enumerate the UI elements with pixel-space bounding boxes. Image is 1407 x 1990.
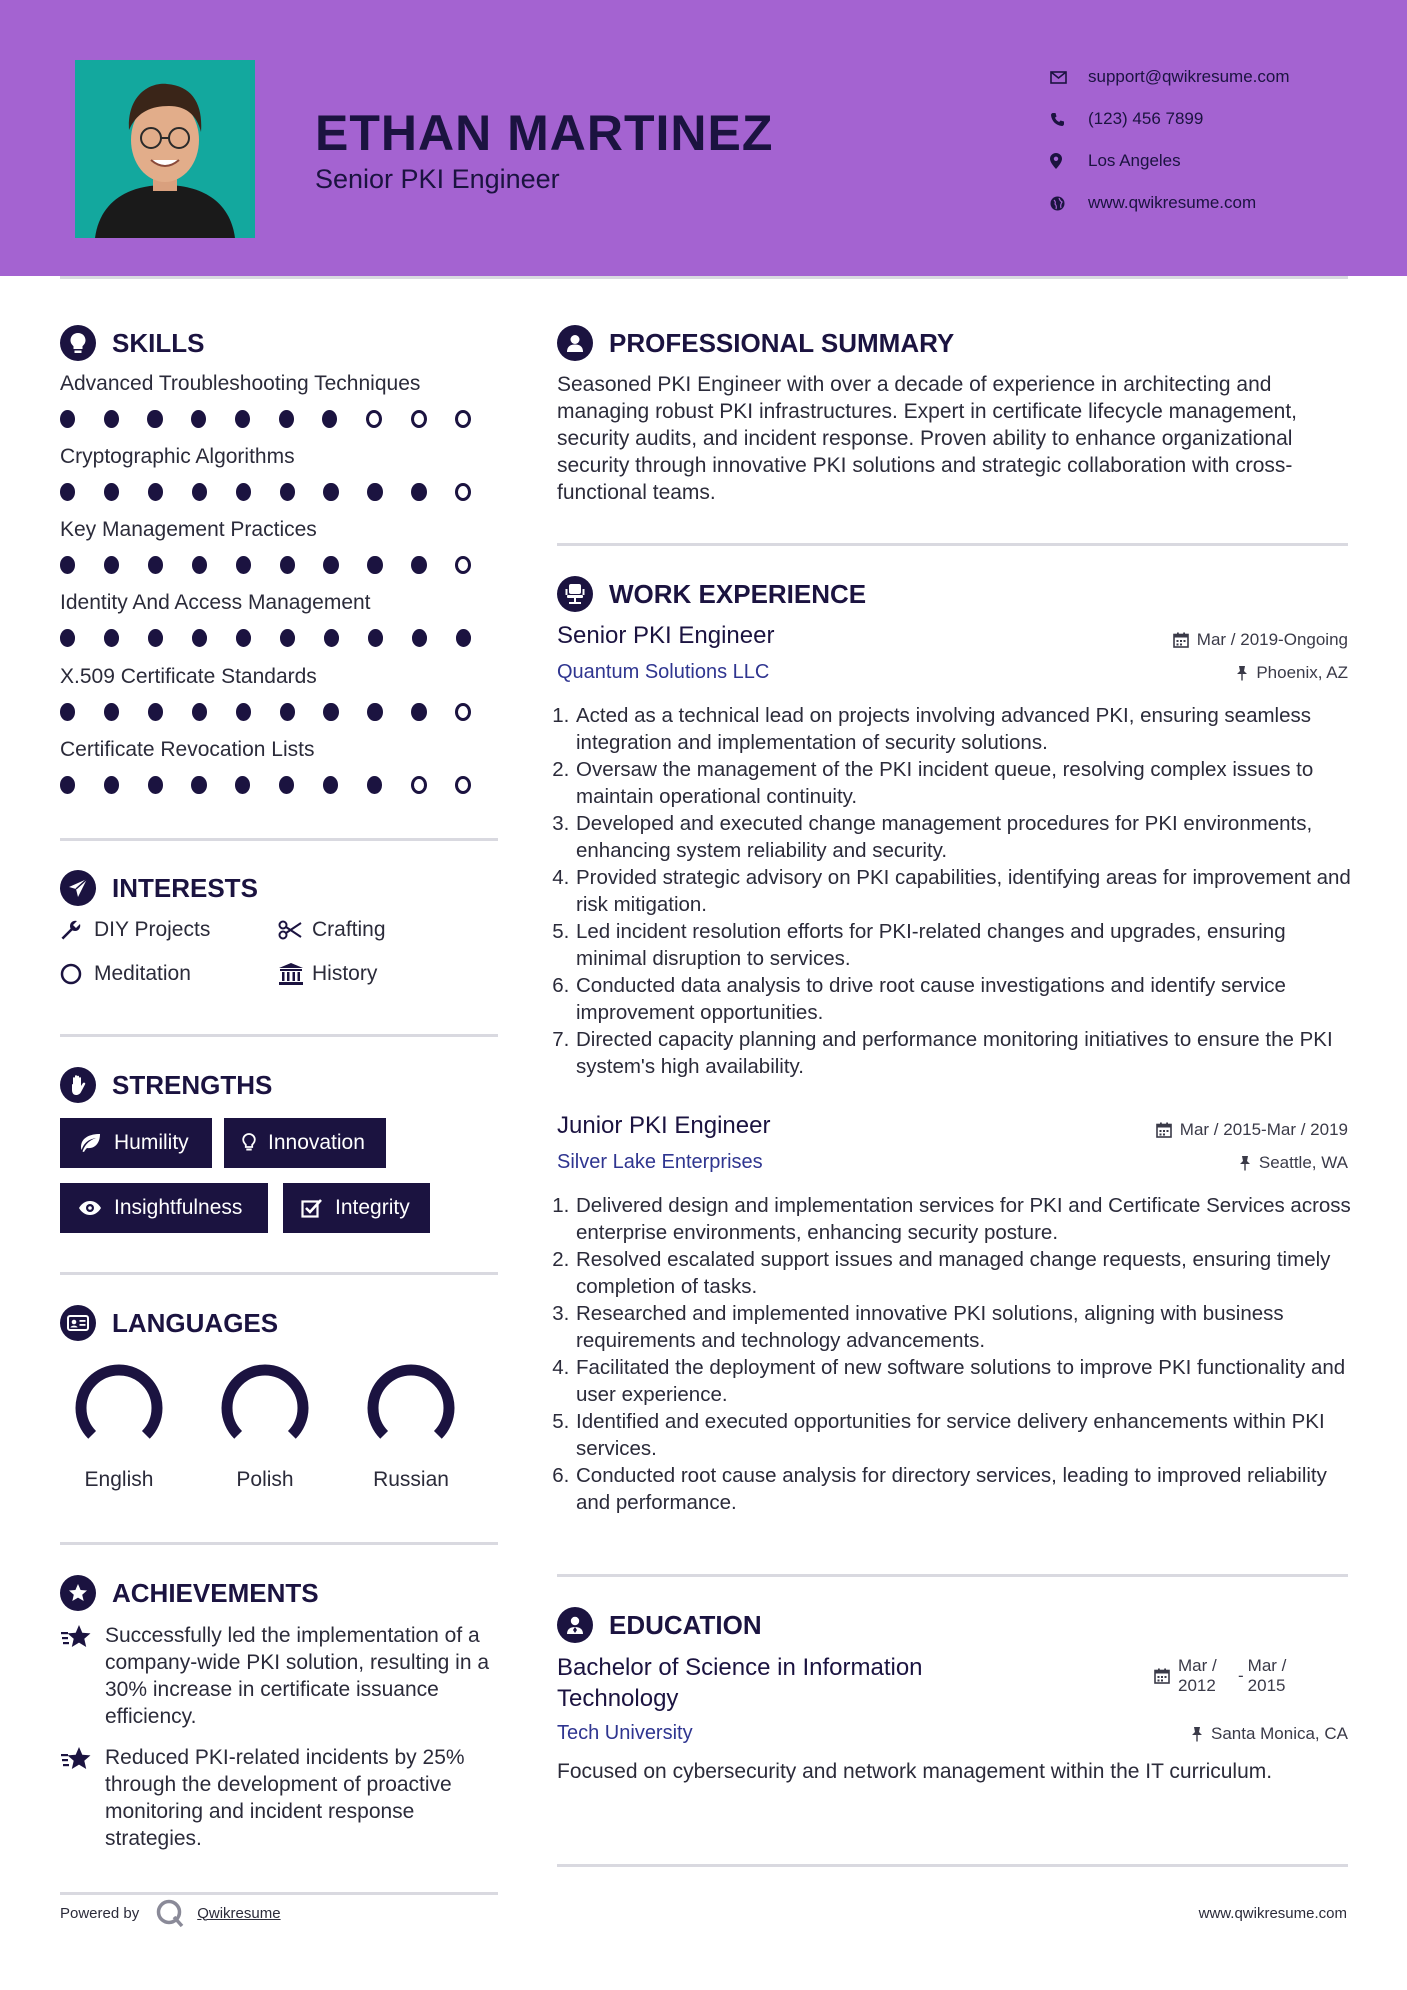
star-badge-icon (60, 1575, 96, 1611)
skill-item (60, 738, 500, 794)
rating-dot-filled (280, 483, 295, 501)
rating-dot-filled (236, 703, 251, 721)
rating-dot-filled (280, 556, 295, 574)
skill-item (60, 372, 500, 428)
bullet: 1. Delivered design and implementation services for PKI and Certificate Services across enterprise environments, enhancing security posture. (575, 1192, 1352, 1246)
education-dates (1154, 1656, 1298, 1696)
language-label: Polish (236, 1468, 294, 1491)
rating-dot-filled (236, 483, 251, 501)
footer-site-link[interactable]: www.qwikresume.com (1198, 1905, 1347, 1922)
interest-item: Meditation (60, 962, 191, 986)
divider (60, 1034, 498, 1037)
job-bullets (557, 1192, 1352, 1516)
skill-label: Identity And Access Management (60, 591, 371, 614)
strength-tag: Humility (60, 1118, 212, 1168)
rating-dot-filled (367, 556, 382, 574)
rating-dot-empty (411, 776, 427, 794)
bullet: 5. Identified and executed opportunities for service delivery enhancements within PKI services. (575, 1408, 1352, 1462)
contact-email[interactable] (1050, 56, 1290, 98)
rating-dot-empty (455, 703, 471, 721)
skill-rating (60, 629, 500, 647)
divider (60, 1542, 498, 1545)
divider (60, 1892, 498, 1895)
rating-dot-filled (104, 703, 119, 721)
rating-dot-filled (235, 776, 250, 794)
education-end: Mar / 2015 (1247, 1656, 1287, 1695)
language-ring (215, 1358, 315, 1458)
candidate-name: ETHAN MARTINEZ (315, 105, 774, 161)
rating-dot-filled (60, 483, 75, 501)
achievements-heading: ACHIEVEMENTS (60, 1575, 319, 1611)
skill-item (60, 518, 500, 574)
strength-tag: Innovation (224, 1118, 386, 1168)
graduate-icon (557, 1607, 593, 1643)
wrench-icon (60, 919, 94, 941)
divider (557, 1864, 1348, 1867)
rating-dot-filled (148, 556, 163, 574)
education-description: Focused on cybersecurity and network management within the IT curriculum. (557, 1760, 1273, 1783)
rating-dot-filled (367, 703, 382, 721)
language-arc (81, 1370, 157, 1435)
user-icon (557, 325, 593, 361)
bullet: 3. Researched and implemented innovative PKI solutions, aligning with business requirements and technology advancements. (575, 1300, 1352, 1354)
education-heading: EDUCATION (557, 1607, 762, 1643)
hand-icon (60, 1067, 96, 1103)
bullet: 4. Facilitated the deployment of new software solutions to improve PKI functionality and user experience. (575, 1354, 1352, 1408)
rating-dot-filled (411, 483, 426, 501)
strength-tag: Insightfulness (60, 1183, 268, 1233)
bullet: 1. Acted as a technical lead on projects involving advanced PKI, ensuring seamless integration and implementation of security solutions. (575, 702, 1352, 756)
skill-rating (60, 483, 500, 501)
rating-dot-filled (279, 410, 294, 428)
experience-heading: WORK EXPERIENCE (557, 576, 866, 612)
divider (557, 1574, 1348, 1577)
circle-icon (60, 963, 94, 985)
footer-powered (60, 1898, 281, 1928)
rating-dot-filled (411, 703, 426, 721)
date-separator: - (1238, 1666, 1244, 1685)
rating-dot-filled (148, 776, 163, 794)
job-company: Quantum Solutions LLC (557, 661, 770, 683)
rating-dot-filled (323, 483, 338, 501)
pushpin-icon (1239, 1155, 1251, 1171)
rating-dot-filled (148, 629, 163, 647)
achievement-item (60, 1622, 500, 1730)
rating-dot-empty (455, 556, 471, 574)
bullet: 2. Oversaw the management of the PKI incident queue, resolving complex issues to maintain operational continuity. (575, 756, 1352, 810)
school-name: Tech University (557, 1722, 693, 1744)
skill-label: X.509 Certificate Standards (60, 665, 317, 688)
contact-website-text: www.qwikresume.com (1088, 193, 1257, 212)
job-dates: Mar / 2019-Ongoing (1173, 630, 1348, 650)
rating-dot-filled (411, 556, 426, 574)
rating-dot-filled (60, 556, 75, 574)
rating-dot-filled (191, 776, 206, 794)
calendar-icon (1154, 1668, 1170, 1684)
scissors-icon (278, 920, 312, 940)
contact-phone[interactable] (1050, 98, 1290, 140)
rating-dot-filled (368, 629, 383, 647)
rating-dot-filled (412, 629, 427, 647)
globe-icon (1050, 196, 1088, 211)
map-pin-icon (1050, 153, 1088, 169)
leaf-icon (78, 1133, 102, 1153)
job-bullets (557, 702, 1352, 1080)
rating-dot-filled (60, 410, 75, 428)
language-arc (227, 1370, 303, 1435)
lightbulb-icon (242, 1133, 256, 1153)
envelope-icon (1050, 71, 1088, 84)
bullet: 5. Led incident resolution efforts for PKI-related changes and upgrades, ensuring minimal disruption to services. (575, 918, 1352, 972)
bullet: 2. Resolved escalated support issues and managed change requests, ensuring timely completion of tasks. (575, 1246, 1352, 1300)
achievement-text: Successfully led the implementation of a company-wide PKI solution, resulting in a 30% increase in certificate issuance efficiency. (105, 1624, 490, 1728)
rating-dot-filled (322, 410, 337, 428)
skill-item (60, 665, 500, 721)
rating-dot-filled (324, 629, 339, 647)
contact-phone-text: (123) 456 7899 (1088, 109, 1204, 128)
job-title: Senior PKI Engineer (557, 622, 775, 649)
skill-item (60, 591, 500, 647)
contact-list (1050, 56, 1290, 224)
language-item (44, 1358, 194, 1492)
qwikresume-link[interactable]: Qwikresume (197, 1904, 281, 1922)
bullet: 7. Directed capacity planning and performance monitoring initiatives to ensure the PKI system's high availability. (575, 1026, 1352, 1080)
rating-dot-filled (192, 483, 207, 501)
achievement-text: Reduced PKI-related incidents by 25% through the development of proactive monitoring and incident response strategies. (105, 1746, 465, 1850)
rating-dot-filled (192, 703, 207, 721)
rating-dot-empty (411, 410, 427, 428)
bullet: 4. Provided strategic advisory on PKI capabilities, identifying areas for improvement and risk mitigation. (575, 864, 1352, 918)
job-location: Phoenix, AZ (1236, 663, 1348, 683)
id-card-icon (60, 1305, 96, 1341)
bullet: 6. Conducted root cause analysis for directory services, leading to improved reliability and performance. (575, 1462, 1352, 1516)
rating-dot-filled (279, 776, 294, 794)
rating-dot-filled (60, 703, 75, 721)
skill-item (60, 445, 500, 501)
skill-rating (60, 556, 500, 574)
divider (60, 1272, 498, 1275)
skills-heading: SKILLS (60, 325, 204, 361)
contact-location-text: Los Angeles (1088, 151, 1181, 170)
strengths-heading: STRENGTHS (60, 1067, 272, 1103)
rating-dot-filled (104, 776, 119, 794)
rating-dot-filled (280, 629, 295, 647)
calendar-icon (1173, 632, 1189, 648)
profile-photo (75, 60, 255, 238)
eye-icon (78, 1200, 102, 1216)
rating-dot-empty (366, 410, 382, 428)
rating-dot-filled (60, 776, 75, 794)
languages-heading: LANGUAGES (60, 1305, 278, 1341)
rating-dot-filled (367, 776, 382, 794)
rating-dot-filled (104, 410, 119, 428)
rating-dot-filled (456, 629, 471, 647)
language-item (336, 1358, 486, 1492)
pushpin-icon (1236, 665, 1248, 681)
language-item (190, 1358, 340, 1492)
rating-dot-filled (104, 556, 119, 574)
interest-item: Crafting (278, 918, 386, 942)
powered-by-text: Powered by (60, 1904, 140, 1922)
rating-dot-filled (192, 629, 207, 647)
contact-location (1050, 140, 1290, 182)
bullet: 6. Conducted data analysis to drive root cause investigations and identify service improvement opportunities. (575, 972, 1352, 1026)
candidate-title: Senior PKI Engineer (315, 164, 560, 194)
rating-dot-filled (323, 776, 338, 794)
rating-dot-filled (323, 556, 338, 574)
rating-dot-filled (236, 629, 251, 647)
star-icon (60, 1744, 105, 1852)
interest-item: History (278, 962, 377, 986)
job-company: Silver Lake Enterprises (557, 1151, 763, 1173)
office-chair-icon (557, 576, 593, 612)
rating-dot-empty (455, 483, 471, 501)
interest-item: DIY Projects (60, 918, 210, 942)
contact-website[interactable] (1050, 182, 1290, 224)
pushpin-icon (1191, 1726, 1203, 1742)
language-arc (373, 1370, 449, 1435)
divider (557, 543, 1348, 546)
rating-dot-filled (236, 556, 251, 574)
rating-dot-empty (455, 410, 471, 428)
header-divider (60, 276, 1348, 279)
phone-icon (1050, 112, 1088, 127)
divider (60, 838, 498, 841)
job-dates: Mar / 2015-Mar / 2019 (1156, 1120, 1348, 1140)
skill-label: Certificate Revocation Lists (60, 738, 315, 761)
lightbulb-icon (60, 325, 96, 361)
strength-tag: Integrity (283, 1183, 430, 1233)
rating-dot-filled (147, 410, 162, 428)
contact-email-text: support@qwikresume.com (1088, 67, 1290, 86)
rating-dot-filled (104, 483, 119, 501)
language-ring (361, 1358, 461, 1458)
checkbox-icon (301, 1198, 323, 1218)
star-icon (60, 1622, 105, 1730)
skill-label: Key Management Practices (60, 518, 317, 541)
rating-dot-filled (104, 629, 119, 647)
language-label: Russian (373, 1468, 449, 1491)
language-ring (69, 1358, 169, 1458)
rating-dot-filled (280, 703, 295, 721)
calendar-icon (1156, 1122, 1172, 1138)
museum-icon (278, 962, 312, 986)
degree-title: Bachelor of Science in Information Technology (557, 1654, 923, 1712)
rating-dot-filled (191, 410, 206, 428)
header-bar (0, 0, 1407, 276)
language-label: English (84, 1468, 154, 1491)
skill-label: Cryptographic Algorithms (60, 445, 295, 468)
education-location: Santa Monica, CA (1191, 1724, 1348, 1744)
rating-dot-filled (235, 410, 250, 428)
qwikresume-logo-icon (155, 1898, 185, 1928)
skill-rating (60, 703, 500, 721)
job-location: Seattle, WA (1239, 1153, 1348, 1173)
job-title: Junior PKI Engineer (557, 1112, 771, 1139)
achievement-item (60, 1744, 500, 1852)
education-start: Mar / 2012 (1178, 1656, 1217, 1695)
skill-rating (60, 776, 500, 794)
interests-heading: INTERESTS (60, 870, 258, 906)
bullet: 3. Developed and executed change management procedures for PKI environments, enhancing system reliability and security. (575, 810, 1352, 864)
rating-dot-filled (192, 556, 207, 574)
skill-label: Advanced Troubleshooting Techniques (60, 372, 421, 395)
rating-dot-filled (148, 703, 163, 721)
skill-rating (60, 410, 500, 428)
rating-dot-filled (148, 483, 163, 501)
rating-dot-filled (323, 703, 338, 721)
summary-heading: PROFESSIONAL SUMMARY (557, 325, 954, 361)
rating-dot-filled (367, 483, 382, 501)
rating-dot-filled (60, 629, 75, 647)
paper-plane-icon (60, 870, 96, 906)
rating-dot-empty (455, 776, 471, 794)
summary-text: Seasoned PKI Engineer with over a decade of experience in architecting and managing robust PKI infrastructures. Expert in certificate lifecycle management, security audits, and incident response. Proven ability to enhance organizational security through innovative PKI solutions and strategic collaboration with cross-functional teams. (557, 373, 1298, 504)
